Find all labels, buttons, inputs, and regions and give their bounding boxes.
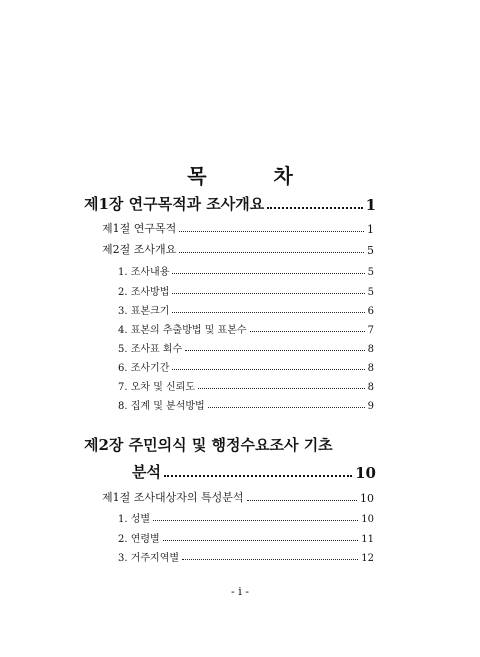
toc-page-number: 7 (367, 325, 374, 336)
toc-item-label: 6. 조사기간 (118, 363, 170, 374)
toc-item-label: 4. 표본의 추출방법 및 표본수 (118, 325, 247, 336)
page-title: 목 차 (187, 164, 323, 188)
toc-item[interactable] (118, 397, 374, 412)
toc-section-label: 제1절 조사대상자의 특성분석 (102, 491, 244, 504)
toc-leader-dots (250, 330, 365, 332)
toc-section-label: 제2절 조사개요 (102, 243, 177, 256)
toc-chapter-2[interactable] (132, 461, 376, 482)
toc-item-label: 1. 조사내용 (118, 267, 170, 278)
toc-leader-dots (208, 406, 365, 408)
toc-item-label: 2. 조사방법 (118, 287, 170, 298)
toc-leader-dots (179, 230, 364, 232)
toc-item[interactable] (118, 340, 374, 355)
toc-chapter-label: 분석 (132, 463, 161, 481)
toc-leader-dots (164, 474, 352, 477)
toc-page-number: 10 (360, 492, 374, 505)
toc-chapter-2-line1[interactable]: 제2장 주민의식 및 행정수요조사 기초 (84, 436, 333, 454)
toc-page-number: 12 (361, 553, 374, 564)
page-footer-number: - i - (231, 585, 249, 598)
toc-item[interactable] (118, 263, 374, 278)
toc-item[interactable] (118, 530, 374, 545)
toc-item-label: 1. 성별 (118, 514, 151, 525)
toc-page-number: 1 (367, 223, 374, 236)
toc-item-label: 5. 조사표 회수 (118, 344, 183, 355)
toc-item-label: 8. 집계 및 분석방법 (118, 401, 205, 412)
toc-section-2-1[interactable] (102, 489, 374, 505)
toc-leader-dots (172, 292, 364, 294)
toc-page-number: 8 (367, 363, 374, 374)
toc-item-label: 2. 연령별 (118, 534, 160, 545)
toc-item[interactable] (118, 283, 374, 298)
toc-leader-dots (163, 539, 359, 541)
toc-page-number: 5 (367, 267, 374, 278)
toc-page-number: 10 (355, 464, 376, 482)
toc-leader-dots (172, 311, 364, 313)
toc-item[interactable] (118, 359, 374, 374)
toc-chapter-1[interactable] (84, 193, 376, 214)
toc-leader-dots (153, 519, 358, 521)
toc-page-number: 11 (361, 534, 374, 545)
toc-leader-dots (182, 558, 358, 560)
toc-leader-dots (172, 368, 364, 370)
toc-section-1-2[interactable] (102, 241, 374, 257)
toc-item-label: 3. 표본크기 (118, 306, 170, 317)
toc-section-1-1[interactable] (102, 220, 374, 236)
toc-leader-dots (179, 251, 364, 253)
toc-item[interactable] (118, 378, 374, 393)
toc-item[interactable] (118, 549, 374, 564)
toc-page-number: 8 (367, 382, 374, 393)
toc-chapter-label: 제1장 연구목적과 조사개요 (84, 195, 265, 213)
toc-page-number: 8 (367, 344, 374, 355)
toc-page-number: 6 (367, 306, 374, 317)
toc-leader-dots (247, 499, 357, 501)
toc-item-label: 3. 거주지역별 (118, 553, 180, 564)
toc-page-number: 10 (361, 514, 374, 525)
toc-leader-dots (185, 349, 364, 351)
toc-page-number: 1 (365, 196, 376, 214)
toc-page-number: 5 (367, 287, 374, 298)
toc-item[interactable] (118, 302, 374, 317)
toc-item[interactable] (118, 321, 374, 336)
toc-item-label: 7. 오차 및 신뢰도 (118, 382, 196, 393)
toc-leader-dots (267, 206, 362, 209)
toc-leader-dots (172, 272, 364, 274)
toc-page-number: 5 (367, 244, 374, 257)
toc-leader-dots (198, 387, 365, 389)
toc-page-number: 9 (367, 401, 374, 412)
toc-item[interactable] (118, 510, 374, 525)
toc-section-label: 제1절 연구목적 (102, 222, 177, 235)
